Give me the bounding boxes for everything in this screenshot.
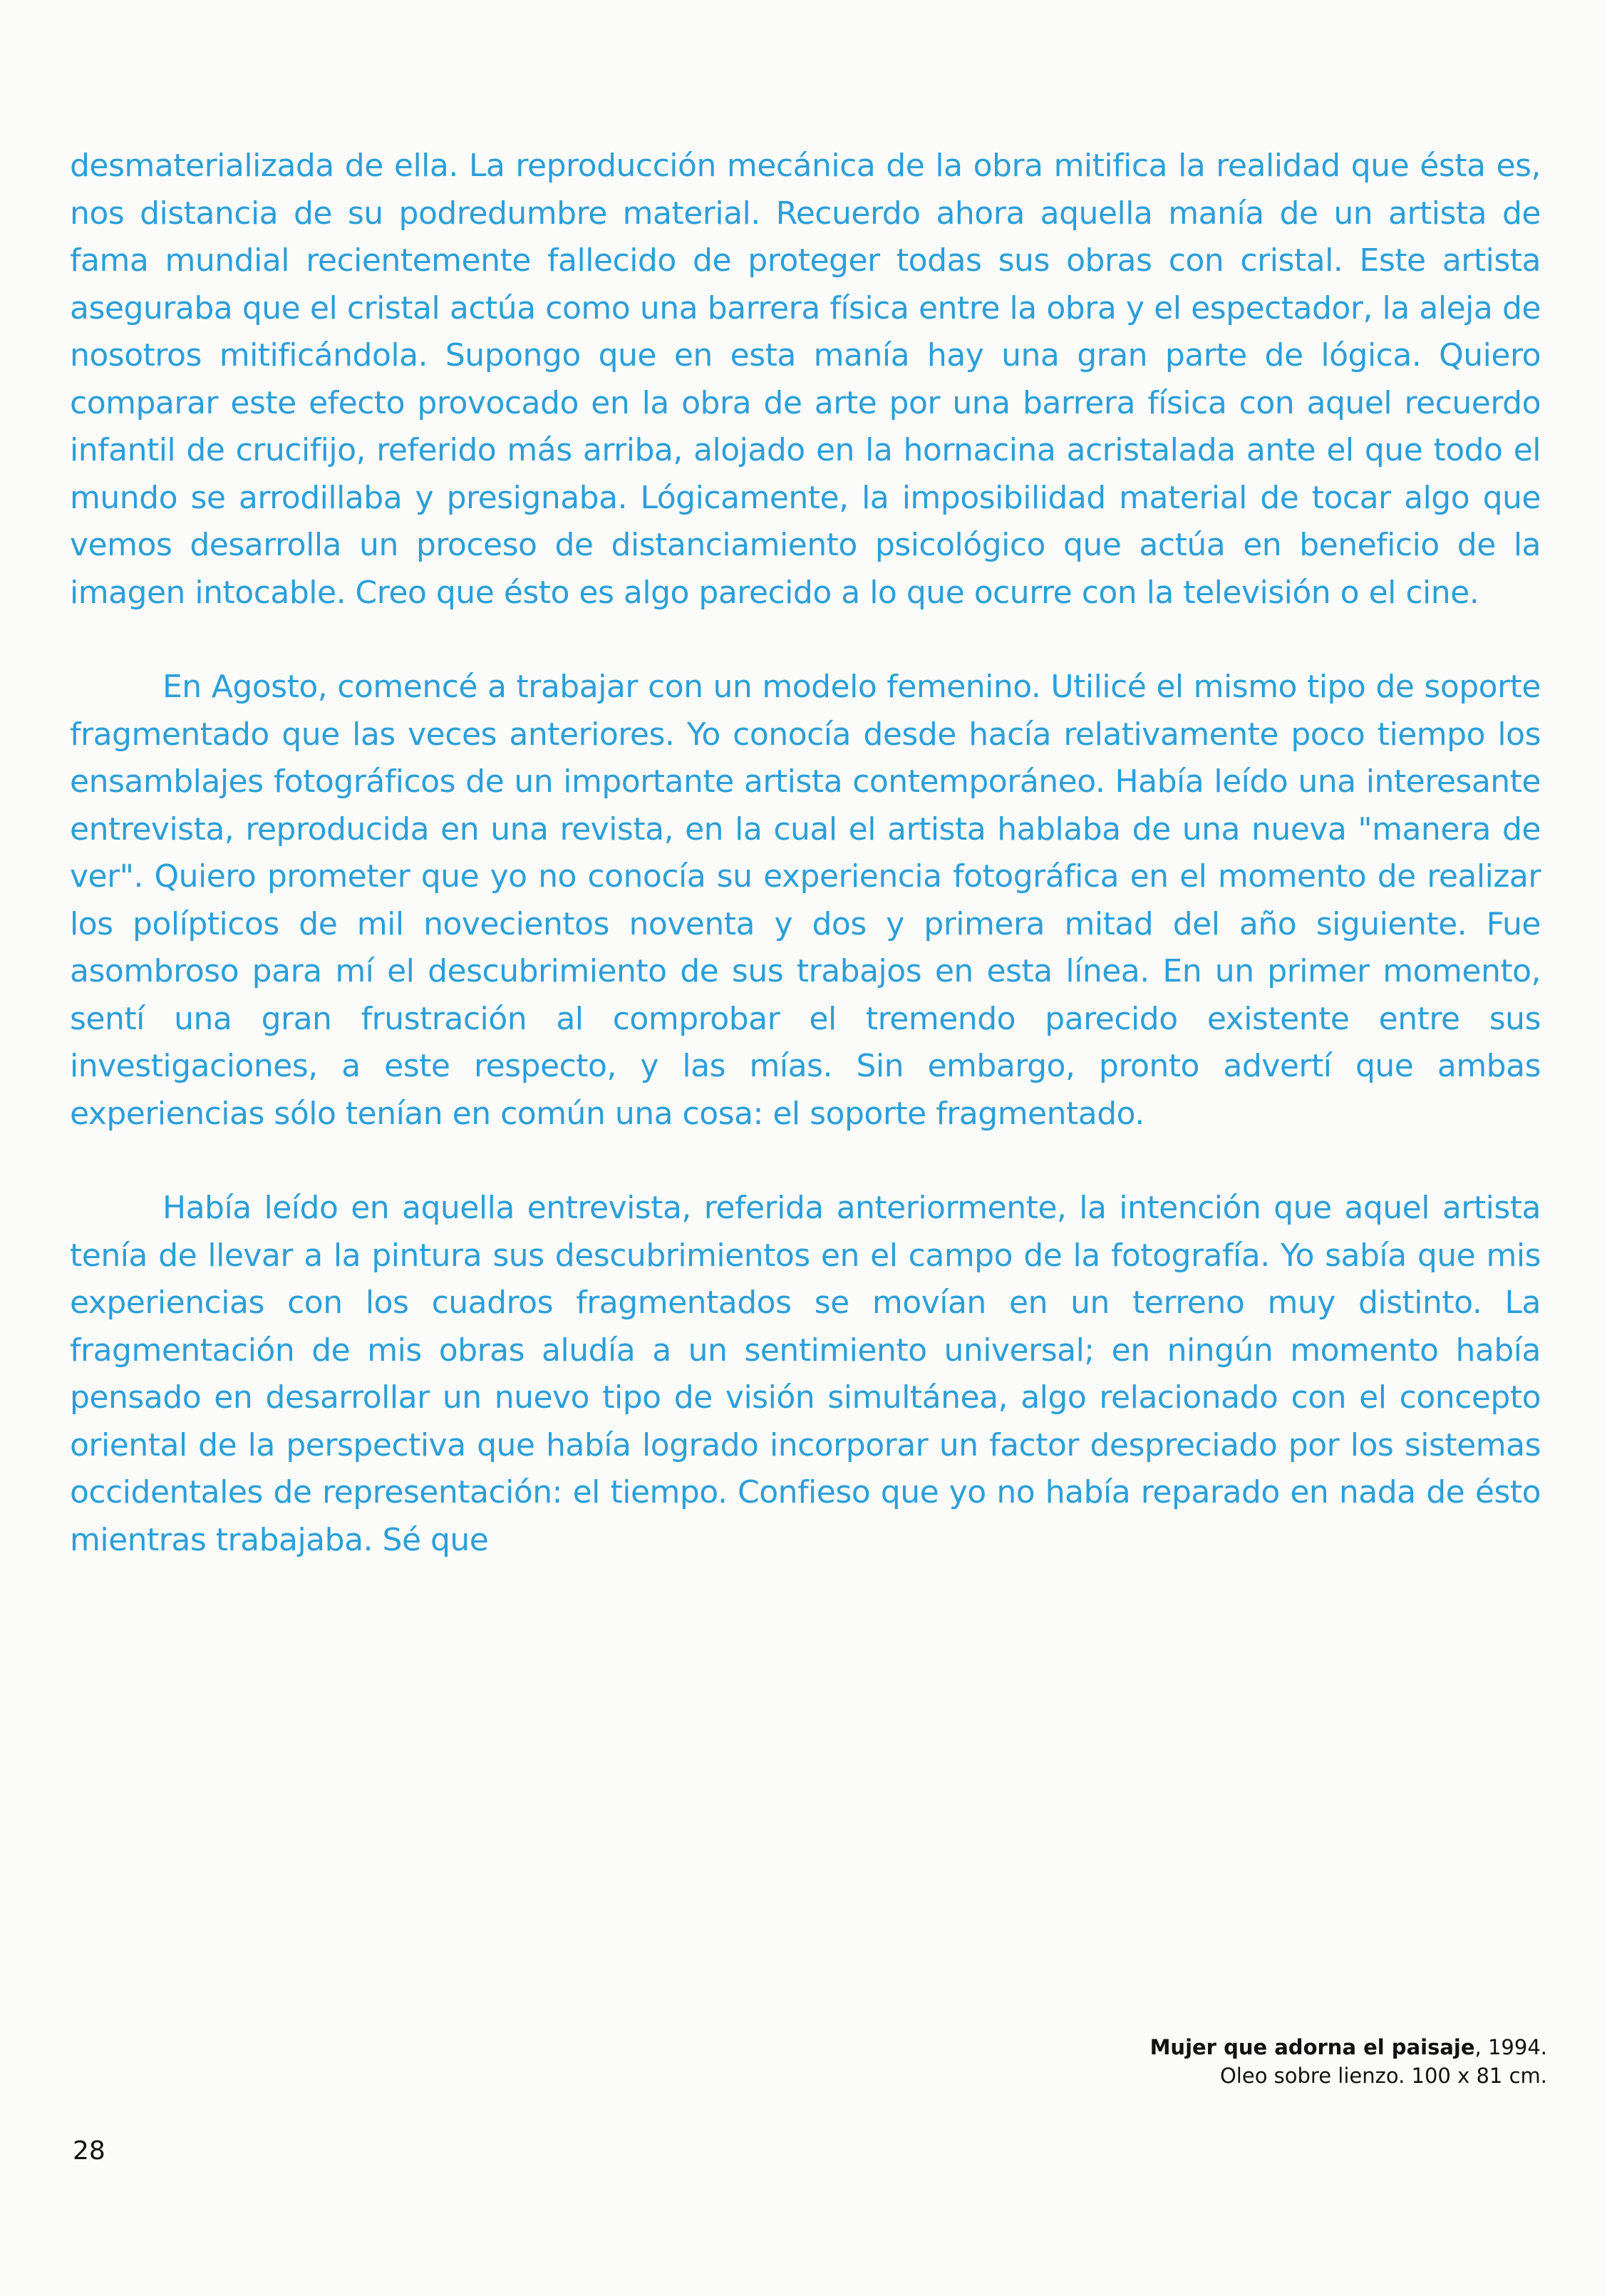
caption-title-line	[1150, 2033, 1547, 2061]
paragraph-3: Había leído en aquella entrevista, referida anteriormente, la intención que aquel artista tenía de llevar a la pintura sus descubrimientos en el campo de la fotografía. Yo sabía que mis experiencias con los cuadros fragmentados se movían en un terreno muy distinto. La fragmentación de mis obras aludía a un sentimiento universal; en ningún momento había pensado en desarrollar un nuevo tipo de visión simultánea, algo relacionado con el concepto oriental de la perspectiva que había logrado incorporar un factor despreciado por los sistemas occidentales de representación: el tiempo. Confieso que yo no había reparado en nada de ésto mientras trabajaba. Sé que	[70, 1190, 1541, 1558]
page-number: 28	[73, 2136, 105, 2166]
paragraph-2: En Agosto, comencé a trabajar con un modelo femenino. Utilicé el mismo tipo de soporte fragmentado que las veces anteriores. Yo conocía desde hacía relativamente poco tiempo los ensamblajes fotográficos de un importante artista contemporáneo. Había leído una interesante entrevista, reproducida en una revista, en la cual el artista hablaba de una nueva "manera de ver". Quiero prometer que yo no conocía su experiencia fotográfica en el momento de realizar los polípticos de mil novecientos noventa y dos y primera mitad del año siguiente. Fue asombroso para mí el descubrimiento de sus trabajos en esta línea. En un primer momento, sentí una gran frustración al comprobar el tremendo parecido existente entre sus investigaciones, a este respecto, y las mías. Sin embargo, pronto advertí que ambas experiencias sólo tenían en común una cosa: el soporte fragmentado.	[70, 669, 1541, 1132]
caption-details: Oleo sobre lienzo. 100 x 81 cm.	[1219, 2064, 1547, 2088]
body-text	[70, 143, 1541, 1611]
caption-title: Mujer que adorna el paisaje	[1149, 2035, 1475, 2059]
figure-caption	[1150, 2033, 1547, 2090]
caption-year: , 1994.	[1474, 2035, 1547, 2059]
paragraph-1: desmaterializada de ella. La reproducción mecánica de la obra mitifica la realidad que ésta es, nos distancia de su podredumbre material. Recuerdo ahora aquella manía de un artista de fama mundial recientemente fallecido de proteger todas sus obras con cristal. Este artista aseguraba que el cristal actúa como una barrera física entre la obra y el espectador, la aleja de nosotros mitificándola. Supongo que en esta manía hay una gran parte de lógica. Quiero comparar este efecto provocado en la obra de arte por una barrera física con aquel recuerdo infantil de crucifijo, referido más arriba, alojado en la hornacina acristalada ante el que todo el mundo se arrodillaba y presignaba. Lógicamente, la imposibilidad material de tocar algo que vemos desarrolla un proceso de distanciamiento psicológico que actúa en beneficio de la imagen intocable. Creo que ésto es algo parecido a lo que ocurre con la televisión o el cine.	[70, 148, 1541, 611]
